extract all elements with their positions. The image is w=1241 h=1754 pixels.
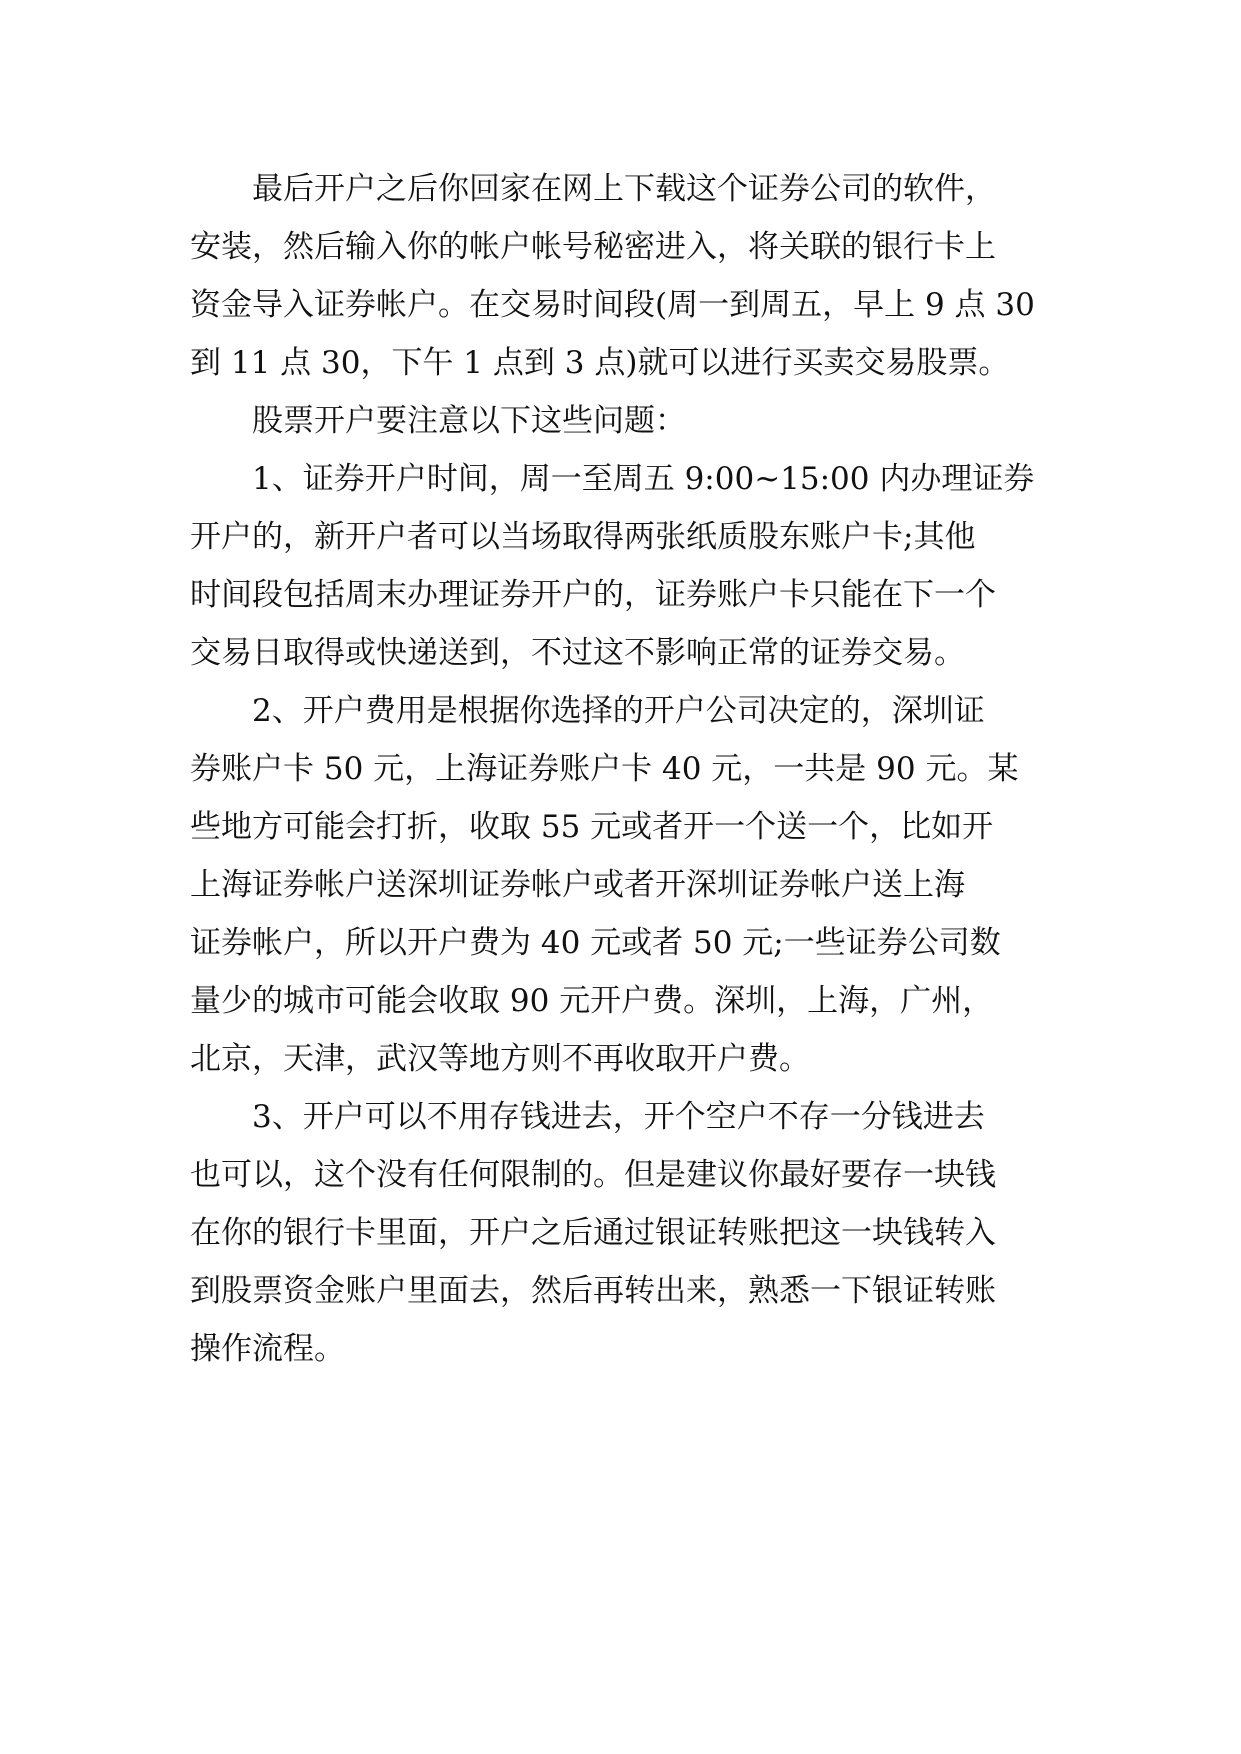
text-line: 安装，然后输入你的帐户帐号秘密进入，将关联的银行卡上 xyxy=(190,229,996,265)
text-line: 交易日取得或快递送到，不过这不影响正常的证券交易。 xyxy=(190,635,965,671)
text-line: 证券帐户，所以开户费为 40 元或者 50 元;一些证券公司数 xyxy=(190,925,1001,961)
text-line: 1、证券开户时间，周一至周五 9:00~15:00 内办理证券 xyxy=(252,461,1035,497)
text-line: 北京，天津，武汉等地方则不再收取开户费。 xyxy=(190,1041,810,1077)
paragraph-item-3 xyxy=(190,1088,1070,1378)
text-line: 时间段包括周末办理证券开户的，证券账户卡只能在下一个 xyxy=(190,577,996,613)
text-line: 2、开户费用是根据你选择的开户公司决定的，深圳证 xyxy=(252,693,985,729)
text-line: 开户的，新开户者可以当场取得两张纸质股东账户卡;其他 xyxy=(190,519,976,555)
text-line: 资金导入证券帐户。在交易时间段(周一到周五，早上 9 点 30 xyxy=(190,287,1035,323)
text-line: 到 11 点 30，下午 1 点到 3 点)就可以进行买卖交易股票。 xyxy=(190,345,1010,381)
text-line: 在你的银行卡里面，开户之后通过银证转账把这一块钱转入 xyxy=(190,1215,996,1251)
text-line: 也可以，这个没有任何限制的。但是建议你最好要存一块钱 xyxy=(190,1157,996,1193)
text-line: 股票开户要注意以下这些问题： xyxy=(252,403,686,439)
text-line: 到股票资金账户里面去，然后再转出来，熟悉一下银证转账 xyxy=(190,1273,996,1309)
paragraph-trading-software xyxy=(190,160,1070,392)
text-line: 操作流程。 xyxy=(190,1331,345,1367)
paragraph-item-2 xyxy=(190,682,1070,1088)
text-line: 量少的城市可能会收取 90 元开户费。深圳，上海，广州， xyxy=(190,983,994,1019)
document-body xyxy=(190,160,1070,1378)
text-line: 券账户卡 50 元，上海证券账户卡 40 元，一共是 90 元。某 xyxy=(190,751,1019,787)
text-line: 些地方可能会打折，收取 55 元或者开一个送一个，比如开 xyxy=(190,809,994,845)
paragraph-notes-heading xyxy=(190,392,1070,450)
text-line: 3、开户可以不用存钱进去，开个空户不存一分钱进去 xyxy=(252,1099,985,1135)
text-line: 上海证券帐户送深圳证券帐户或者开深圳证券帐户送上海 xyxy=(190,867,965,903)
paragraph-item-1 xyxy=(190,450,1070,682)
text-line: 最后开户之后你回家在网上下载这个证券公司的软件， xyxy=(252,171,996,207)
